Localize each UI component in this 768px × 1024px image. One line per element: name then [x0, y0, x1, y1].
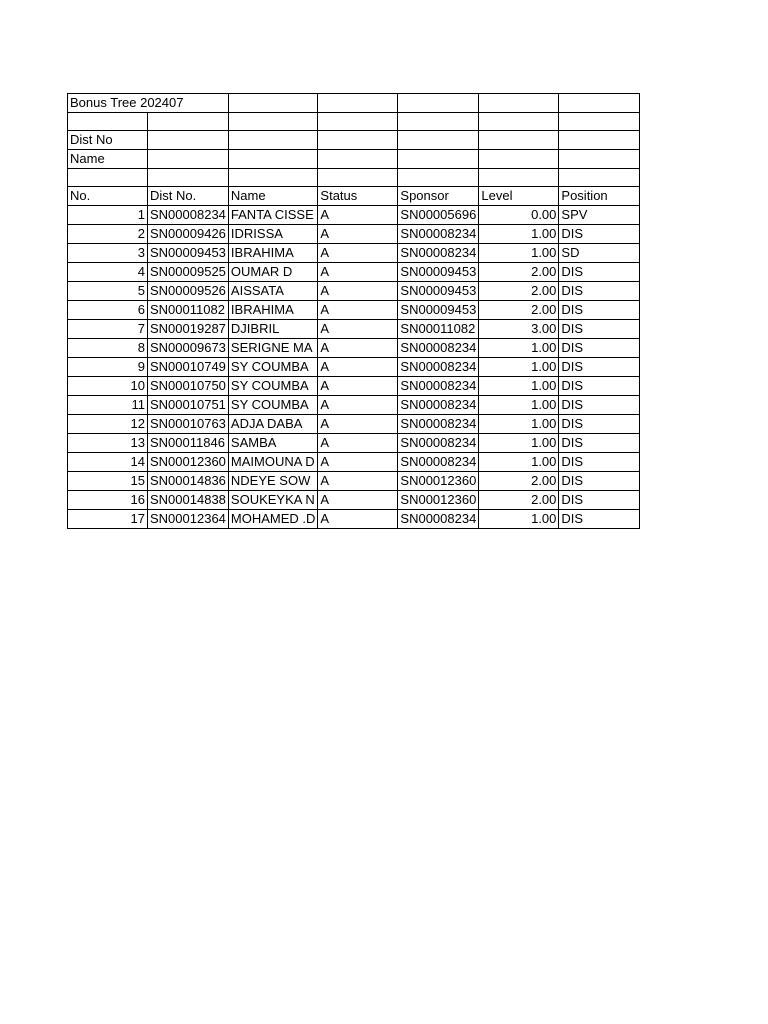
sponsor-cell: SN00008234 — [398, 358, 479, 377]
dist-no-cell: SN00019287 — [148, 320, 229, 339]
position-cell: DIS — [559, 472, 640, 491]
dist-no-cell: SN00010750 — [148, 377, 229, 396]
empty-cell — [148, 113, 229, 131]
status-cell: A — [318, 301, 398, 320]
empty-cell — [398, 113, 479, 131]
sponsor-cell: SN00012360 — [398, 491, 479, 510]
empty-cell — [559, 131, 640, 150]
position-cell: DIS — [559, 453, 640, 472]
position-cell: DIS — [559, 491, 640, 510]
status-cell: A — [318, 282, 398, 301]
sponsor-cell: SN00008234 — [398, 396, 479, 415]
sponsor-cell: SN00011082 — [398, 320, 479, 339]
empty-cell — [398, 131, 479, 150]
empty-cell — [479, 131, 559, 150]
status-cell: A — [318, 377, 398, 396]
level-cell: 3.00 — [479, 320, 559, 339]
column-header-level: Level — [479, 187, 559, 206]
sponsor-cell: SN00009453 — [398, 263, 479, 282]
dist-no-cell: SN00009525 — [148, 263, 229, 282]
position-cell: DIS — [559, 396, 640, 415]
sponsor-cell: SN00008234 — [398, 453, 479, 472]
row-number-cell: 4 — [68, 263, 148, 282]
row-number-cell: 12 — [68, 415, 148, 434]
dist-no-label: Dist No — [68, 131, 148, 150]
empty-cell — [68, 169, 148, 187]
status-cell: A — [318, 263, 398, 282]
level-cell: 2.00 — [479, 282, 559, 301]
name-cell: IDRISSA — [228, 225, 318, 244]
name-cell: MOHAMED .D — [228, 510, 318, 529]
dist-no-cell: SN00014838 — [148, 491, 229, 510]
status-cell: A — [318, 491, 398, 510]
name-cell: SERIGNE MA — [228, 339, 318, 358]
empty-cell — [398, 94, 479, 113]
level-cell: 1.00 — [479, 396, 559, 415]
sponsor-cell: SN00008234 — [398, 434, 479, 453]
table-row — [68, 396, 640, 415]
position-cell: DIS — [559, 377, 640, 396]
dist-no-row — [68, 131, 640, 150]
column-header-name: Name — [228, 187, 318, 206]
level-cell: 1.00 — [479, 377, 559, 396]
table-row — [68, 301, 640, 320]
position-cell: DIS — [559, 320, 640, 339]
level-cell: 2.00 — [479, 301, 559, 320]
empty-cell — [318, 131, 398, 150]
table-row — [68, 263, 640, 282]
sponsor-cell: SN00012360 — [398, 472, 479, 491]
dist-no-cell: SN00010749 — [148, 358, 229, 377]
table-row — [68, 453, 640, 472]
row-number-cell: 2 — [68, 225, 148, 244]
empty-cell — [68, 113, 148, 131]
empty-cell — [228, 169, 318, 187]
name-cell: SOUKEYKA N — [228, 491, 318, 510]
name-cell: SY COUMBA — [228, 396, 318, 415]
level-cell: 1.00 — [479, 453, 559, 472]
empty-cell — [318, 150, 398, 169]
name-cell: NDEYE SOW — [228, 472, 318, 491]
dist-no-cell: SN00009453 — [148, 244, 229, 263]
level-cell: 1.00 — [479, 225, 559, 244]
dist-no-cell: SN00009673 — [148, 339, 229, 358]
column-header-status: Status — [318, 187, 398, 206]
level-cell: 1.00 — [479, 358, 559, 377]
table-row — [68, 225, 640, 244]
position-cell: DIS — [559, 510, 640, 529]
name-label: Name — [68, 150, 148, 169]
empty-cell — [148, 150, 229, 169]
level-cell: 1.00 — [479, 434, 559, 453]
position-cell: DIS — [559, 282, 640, 301]
name-cell: DJIBRIL — [228, 320, 318, 339]
empty-cell — [228, 113, 318, 131]
row-number-cell: 6 — [68, 301, 148, 320]
row-number-cell: 15 — [68, 472, 148, 491]
dist-no-cell: SN00012364 — [148, 510, 229, 529]
name-cell: OUMAR D — [228, 263, 318, 282]
level-cell: 2.00 — [479, 472, 559, 491]
status-cell: A — [318, 244, 398, 263]
status-cell: A — [318, 472, 398, 491]
position-cell: DIS — [559, 263, 640, 282]
row-number-cell: 11 — [68, 396, 148, 415]
empty-cell — [479, 113, 559, 131]
status-cell: A — [318, 396, 398, 415]
bonus-tree-sheet — [67, 93, 640, 529]
row-number-cell: 3 — [68, 244, 148, 263]
column-header-dist-no: Dist No. — [148, 187, 229, 206]
status-cell: A — [318, 453, 398, 472]
row-number-cell: 1 — [68, 206, 148, 225]
row-number-cell: 17 — [68, 510, 148, 529]
table-row — [68, 415, 640, 434]
empty-cell — [228, 150, 318, 169]
empty-cell — [559, 169, 640, 187]
header-row — [68, 187, 640, 206]
empty-cell — [479, 94, 559, 113]
dist-no-cell: SN00008234 — [148, 206, 229, 225]
status-cell: A — [318, 339, 398, 358]
empty-cell — [398, 169, 479, 187]
table-row — [68, 320, 640, 339]
name-cell: SY COUMBA — [228, 358, 318, 377]
dist-no-cell: SN00014836 — [148, 472, 229, 491]
table-row — [68, 282, 640, 301]
level-cell: 1.00 — [479, 339, 559, 358]
level-cell: 2.00 — [479, 263, 559, 282]
dist-no-cell: SN00011846 — [148, 434, 229, 453]
name-cell: SY COUMBA — [228, 377, 318, 396]
blank-row — [68, 113, 640, 131]
empty-cell — [318, 94, 398, 113]
blank-row — [68, 169, 640, 187]
name-cell: SAMBA — [228, 434, 318, 453]
empty-cell — [398, 150, 479, 169]
row-number-cell: 9 — [68, 358, 148, 377]
status-cell: A — [318, 225, 398, 244]
position-cell: DIS — [559, 339, 640, 358]
empty-cell — [559, 94, 640, 113]
position-cell: SPV — [559, 206, 640, 225]
empty-cell — [148, 131, 229, 150]
position-cell: DIS — [559, 225, 640, 244]
status-cell: A — [318, 206, 398, 225]
level-cell: 0.00 — [479, 206, 559, 225]
empty-cell — [228, 131, 318, 150]
empty-cell — [228, 94, 318, 113]
sponsor-cell: SN00008234 — [398, 244, 479, 263]
empty-cell — [148, 169, 229, 187]
status-cell: A — [318, 320, 398, 339]
table-row — [68, 377, 640, 396]
position-cell: DIS — [559, 301, 640, 320]
dist-no-cell: SN00010751 — [148, 396, 229, 415]
sponsor-cell: SN00005696 — [398, 206, 479, 225]
column-header-no: No. — [68, 187, 148, 206]
empty-cell — [318, 169, 398, 187]
dist-no-cell: SN00012360 — [148, 453, 229, 472]
sponsor-cell: SN00008234 — [398, 339, 479, 358]
dist-no-cell: SN00009426 — [148, 225, 229, 244]
sponsor-cell: SN00008234 — [398, 415, 479, 434]
sponsor-cell: SN00008234 — [398, 377, 479, 396]
sponsor-cell: SN00008234 — [398, 510, 479, 529]
table-row — [68, 339, 640, 358]
row-number-cell: 8 — [68, 339, 148, 358]
dist-no-cell: SN00009526 — [148, 282, 229, 301]
column-header-sponsor: Sponsor — [398, 187, 479, 206]
level-cell: 2.00 — [479, 491, 559, 510]
table-row — [68, 206, 640, 225]
empty-cell — [479, 150, 559, 169]
table-row — [68, 510, 640, 529]
status-cell: A — [318, 510, 398, 529]
status-cell: A — [318, 358, 398, 377]
table-row — [68, 491, 640, 510]
name-cell: MAIMOUNA D — [228, 453, 318, 472]
table-row — [68, 244, 640, 263]
position-cell: SD — [559, 244, 640, 263]
name-row — [68, 150, 640, 169]
sponsor-cell: SN00008234 — [398, 225, 479, 244]
column-header-position: Position — [559, 187, 640, 206]
title-row — [68, 94, 640, 113]
row-number-cell: 5 — [68, 282, 148, 301]
name-cell: AISSATA — [228, 282, 318, 301]
position-cell: DIS — [559, 415, 640, 434]
row-number-cell: 7 — [68, 320, 148, 339]
status-cell: A — [318, 415, 398, 434]
empty-cell — [479, 169, 559, 187]
row-number-cell: 16 — [68, 491, 148, 510]
table-row — [68, 434, 640, 453]
dist-no-cell: SN00011082 — [148, 301, 229, 320]
table-row — [68, 358, 640, 377]
dist-no-cell: SN00010763 — [148, 415, 229, 434]
position-cell: DIS — [559, 434, 640, 453]
sponsor-cell: SN00009453 — [398, 282, 479, 301]
table-row — [68, 472, 640, 491]
empty-cell — [318, 113, 398, 131]
empty-cell — [559, 150, 640, 169]
position-cell: DIS — [559, 358, 640, 377]
level-cell: 1.00 — [479, 510, 559, 529]
name-cell: IBRAHIMA — [228, 301, 318, 320]
name-cell: ADJA DABA — [228, 415, 318, 434]
sponsor-cell: SN00009453 — [398, 301, 479, 320]
name-cell: IBRAHIMA — [228, 244, 318, 263]
sheet-title: Bonus Tree 202407 — [68, 94, 229, 113]
row-number-cell: 14 — [68, 453, 148, 472]
status-cell: A — [318, 434, 398, 453]
empty-cell — [559, 113, 640, 131]
name-cell: FANTA CISSE — [228, 206, 318, 225]
row-number-cell: 13 — [68, 434, 148, 453]
sheet-body — [68, 94, 640, 529]
level-cell: 1.00 — [479, 244, 559, 263]
level-cell: 1.00 — [479, 415, 559, 434]
row-number-cell: 10 — [68, 377, 148, 396]
